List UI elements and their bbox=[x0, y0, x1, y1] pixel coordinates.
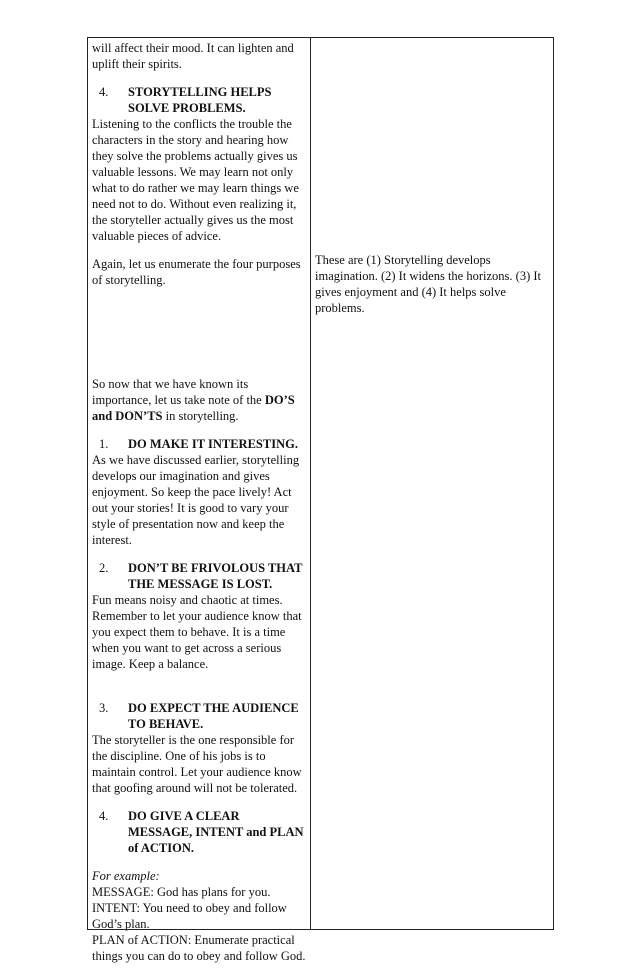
paragraph-dos-donts: So now that we have known its importance, let us take note of the DO’S and DON’TS in storytelling. bbox=[92, 377, 295, 423]
example-label: For example: bbox=[92, 869, 160, 883]
paragraph-mood: will affect their mood. It can lighten and uplift their spirits. bbox=[92, 41, 294, 71]
paragraph-conflicts: Listening to the conflicts the trouble the characters in the story and hearing how they solve the problems actually gives us valuable lessons. We may learn not only what to do rather we may learn things we need not to do. Without even realizing it, the storyteller actually gives us the most valuable pieces of advice. bbox=[92, 117, 299, 243]
heading-number: 4. bbox=[99, 85, 109, 99]
answer-four-purposes: These are (1) Storytelling develops imagination. (2) It widens the horizons. (3) It gives enjoyment and (4) It helps solve problems. bbox=[315, 253, 541, 315]
left-column bbox=[92, 40, 306, 964]
heading-do-make-interesting: 1. DO MAKE IT INTERESTING. bbox=[99, 437, 298, 451]
column-divider bbox=[310, 38, 311, 929]
paragraph-d1-body: As we have discussed earlier, storytelling develops our imagination and gives enjoyment. So keep the pace lively! Act out your stories! It is good to vary your style of presentation now and keep the interest. bbox=[92, 453, 300, 547]
paragraph-enumerate: Again, let us enumerate the four purposes of storytelling. bbox=[92, 257, 301, 287]
heading-text: STORYTELLING HELPS SOLVE PROBLEMS. bbox=[128, 85, 272, 115]
heading-do-give-clear-message: 4. DO GIVE A CLEAR MESSAGE, INTENT and PLAN of ACTION. bbox=[99, 809, 304, 855]
example-intent: INTENT: You need to obey and follow God’s plan. bbox=[92, 901, 287, 931]
heading-do-expect-audience: 3. DO EXPECT THE AUDIENCE TO BEHAVE. bbox=[99, 701, 299, 731]
heading-dont-be-frivolous: 2. DON’T BE FRIVOLOUS THAT THE MESSAGE IS LOST. bbox=[99, 561, 303, 591]
example-message: MESSAGE: God has plans for you. bbox=[92, 885, 271, 899]
paragraph-d2-body: Fun means noisy and chaotic at times. Remember to let your audience know that you expect them to behave. It is a time when you want to get across a serious image. Keep a balance. bbox=[92, 593, 302, 671]
paragraph-d3-body: The storyteller is the one responsible for the discipline. One of his jobs is to maintain control. Let your audience know that goofing around will not be tolerated. bbox=[92, 733, 302, 795]
lesson-table bbox=[87, 37, 554, 963]
right-column bbox=[315, 252, 549, 316]
example-plan: PLAN of ACTION: Enumerate practical things you can do to obey and follow God. bbox=[92, 933, 306, 963]
heading-storytelling-helps bbox=[92, 84, 306, 116]
dos-donts-bold: DO’S and DON’TS bbox=[92, 393, 295, 423]
